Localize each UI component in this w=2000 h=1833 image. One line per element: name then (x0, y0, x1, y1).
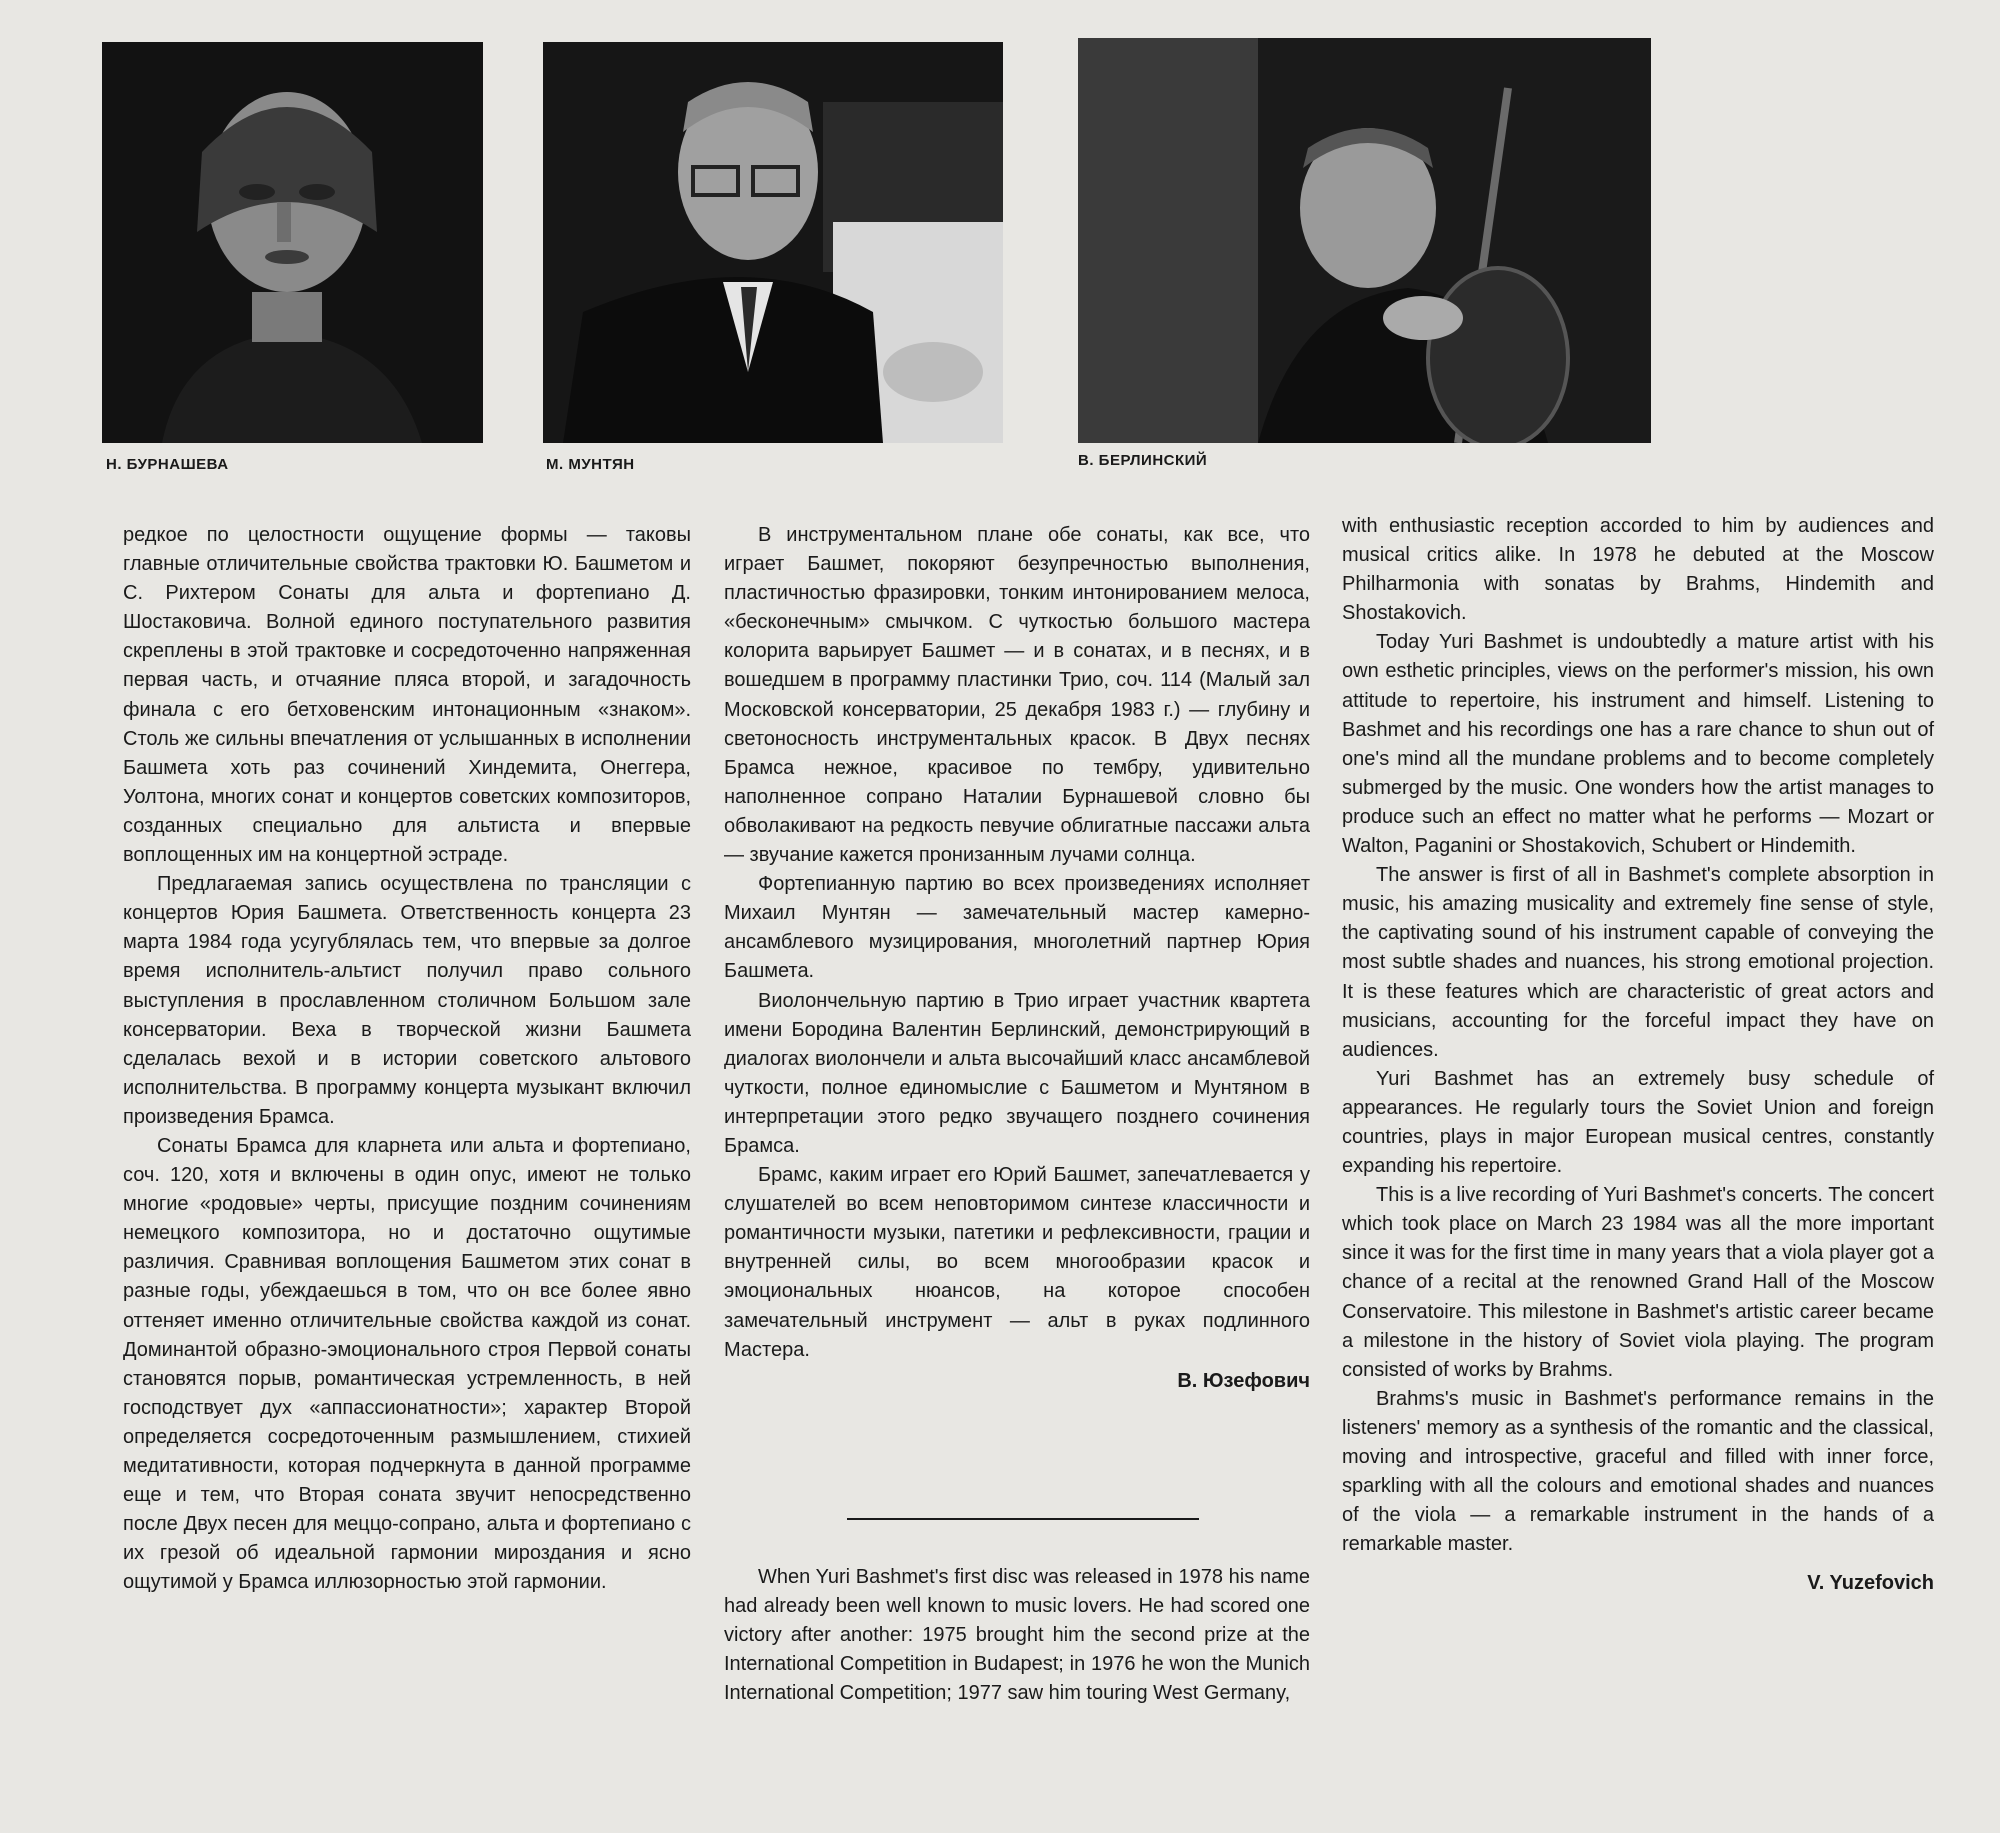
paragraph: Сонаты Брамса для кларнета или альта и фортепиано, соч. 120, хотя и включены в один опус, имеют не только многие «родовые» черты, присущие поздним сочинениям немецкого композитора, но и достаточно ощутимые различия. Сравнивая воплощения Башметом этих сонат в разные годы, убеждаешься в том, что он все более явно оттеняет именно отличительные свойства каждой из сонат. Доминантой образно-эмоционального строя Первой сонаты становятся порыв, романтическая устремленность, в ней господствует дух «аппассионатности»; характер Второй определяется сосредоточенным размышлением, стихией медитативности, которая подчеркнута в данной программе еще и тем, что Вторая соната звучит непосредственно после Двух песен для меццо-сопрано, альта и фортепиано с их грезой об идеальной гармонии мироздания и ясно ощутимой у Брамса иллюзорностью этой гармонии. (123, 1134, 691, 1594)
english-column-2 (724, 1563, 1310, 1708)
photo-muntyan (543, 42, 1003, 443)
caption-berlinsky: В. БЕРЛИНСКИЙ (1078, 452, 1208, 469)
paragraph: редкое по целостности ощущение формы — таковы главные отличительные свойства трактовки Ю. Башметом и С. Рихтером Сонаты для альта и фортепиано Д. Шостаковича. Волной единого поступательного развития скреплены в этой трактовке и сосредоточенно напряженная первая часть, и отчаяние пляса второй, и загадочность финала с его бетховенским интонационным «знаком». Столь же сильны впечатления от услышанных в исполнении Башмета хоть раз сочинений Хиндемита, Онеггера, Уолтона, многих сонат и концертов советских композиторов, созданных специально для альтиста и впервые воплощенных им на концертной эстраде. (123, 524, 691, 867)
signature-english: V. Yuzefovich (1807, 1572, 1934, 1595)
paragraph: Виолончельную партию в Трио играет участник квартета имени Бородина Валентин Берлинский, демонстрирующий в диалогах виолончели и альта высочайший класс ансамблевой чуткости, полное единомыслие с Башметом и Мунтяном в интерпретации этого редко звучащего позднего сочинения Брамса. (724, 989, 1310, 1157)
paragraph: This is a live recording of Yuri Bashmet's concerts. The concert which took place on March 23 1984 was all the more important since it was for the first time in many years that a viola player got a chance of a recital at the renowned Grand Hall of the Moscow Conservatoire. This milestone in Bashmet's artistic career became a milestone in the history of Soviet viola playing. The program consisted of works by Brahms. (1342, 1184, 1934, 1381)
portrait-cellist-icon (1078, 38, 1651, 443)
paragraph: Brahms's music in Bashmet's performance remains in the listeners' memory as a synthesis of the romantic and the classical, moving and introspective, graceful and filled with inner force, sparkling with all the colours and emotional shades and nuances of the viola — a remarkable instrument in the hands of a remarkable master. (1342, 1387, 1934, 1556)
photo-berlinsky (1078, 38, 1651, 443)
paragraph: Предлагаемая запись осуществлена по трансляции с концертов Юрия Башмета. Ответственность концерта 23 марта 1984 года усугублялась тем, что впервые за долгое время исполнитель-альтист получил право сольного выступления в прославленном столичном Большом зале консерватории. Веха в творческой жизни Башмета сделалась вехой и в истории советского альтового исполнительства. В программу концерта музыкант включил произведения Брамса. (123, 873, 691, 1128)
paragraph: The answer is first of all in Bashmet's complete absorption in music, his amazing musicality and extremely fine sense of style, the captivating sound of his instrument capable of conveying the most subtle shades and nuances, his strong emotional projection. It is these features which are characteristic of great actors and musicians, accounting for the forceful impact they have on audiences. (1342, 864, 1934, 1061)
paragraph: Today Yuri Bashmet is undoubtedly a mature artist with his own esthetic principles, views on the performer's mission, his own attitude to repertoire, his instrument and himself. Listening to Bashmet and his recordings one has a rare chance to shun out of one's mind all the mundane problems and to become completely submerged by the music. One wonders how the artist manages to produce such an effect no matter what he performs — Mozart or Walton, Paganini or Shostakovich, Schubert or Hindemith. (1342, 631, 1934, 858)
paragraph: В инструментальном плане обе сонаты, как все, что играет Башмет, покоряют безупречностью выполнения, пластичностью фразировки, тонким интонированием мелоса, «бесконечным» смычком. С чуткостью большого мастера колорита варьирует Башмет — и в сонатах, и в песнях, и в вошедшем в программу пластинки Трио, соч. 114 (Малый зал Московской консерватории, 25 декабря 1983 г.) — глубину и светоносность инструментальных красок. В Двух песнях Брамса нежное, красивое по тембру, удивительно наполненное сопрано Наталии Бурнашевой словно бы обволакивают на редкость певучие облигатные пассажи альта — звучание кажется пронизанным лучами солнца. (724, 524, 1310, 867)
english-column-3 (1342, 512, 1934, 1598)
paragraph: When Yuri Bashmet's first disc was released in 1978 his name had already been well known to music lovers. He had scored one victory after another: 1975 brought him the second prize at the International Competition in Budapest; in 1976 he won the Munich International Competition; 1977 saw him touring West Germany, (724, 1566, 1310, 1705)
portrait-pianist-icon (543, 42, 1003, 443)
paragraph: Брамс, каким играет его Юрий Башмет, запечатлевается у слушателей во всем неповторимом синтезе классичности и романтичности музыки, патетики и рефлексивности, грации и внутренней силы, во всем многообразии красок и эмоциональных нюансов, на которое способен замечательный инструмент — альт в руках подлинного Мастера. (724, 1164, 1310, 1361)
russian-column-1 (123, 521, 691, 1597)
paragraph: Yuri Bashmet has an extremely busy schedule of appearances. He regularly tours the Soviet Union and foreign countries, plays in major European musical centres, constantly expanding his repertoire. (1342, 1067, 1934, 1178)
portrait-woman-icon (102, 42, 483, 443)
divider-rule (847, 1518, 1199, 1520)
russian-column-2 (724, 521, 1310, 1396)
caption-muntyan: М. МУНТЯН (546, 456, 635, 473)
signature-russian: В. Юзефович (1177, 1369, 1310, 1392)
photo-burnasheva (102, 42, 483, 443)
paragraph: Фортепианную партию во всех произведениях исполняет Михаил Мунтян — замечательный мастер камерно-ансамблевого музицирования, многолетний партнер Юрия Башмета. (724, 873, 1310, 983)
paragraph: with enthusiastic reception accorded to him by audiences and musical critics alike. In 1978 he debuted at the Moscow Philharmonia with sonatas by Brahms, Hindemith and Shostakovich. (1342, 515, 1934, 625)
caption-burnasheva: Н. БУРНАШЕВА (106, 456, 229, 473)
